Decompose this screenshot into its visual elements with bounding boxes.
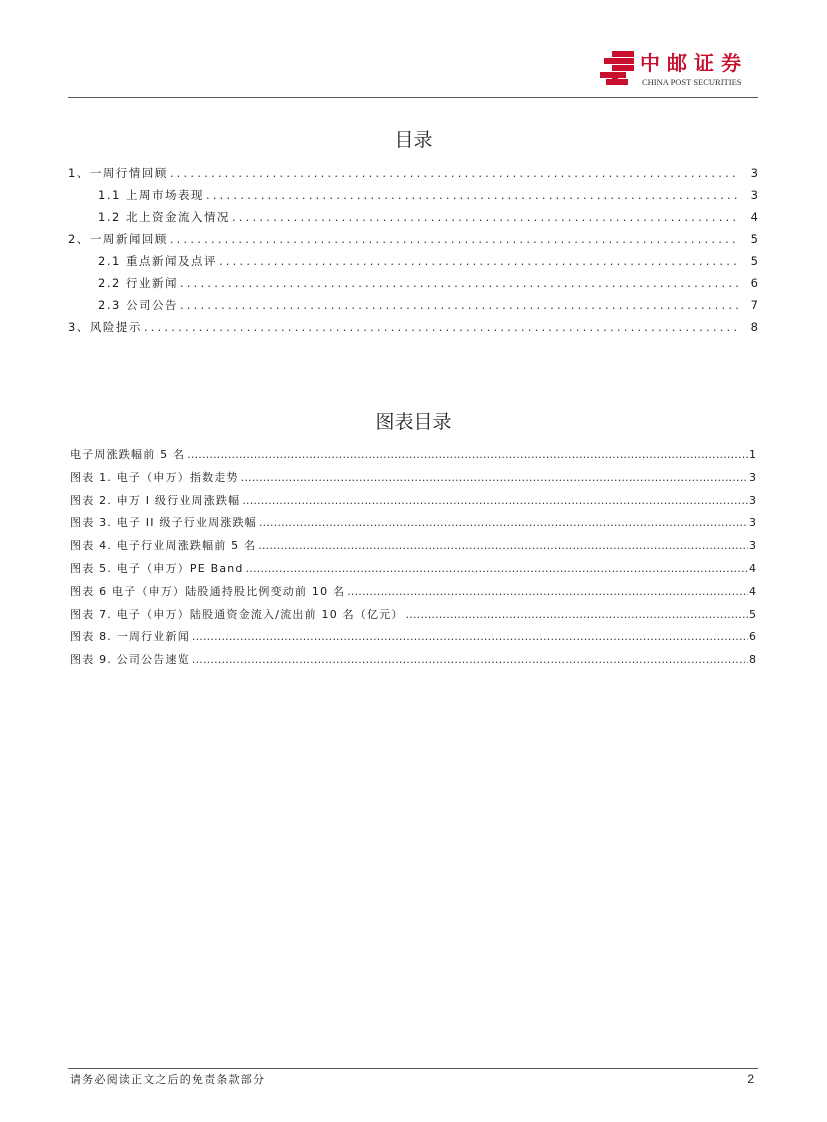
toc-entry[interactable] bbox=[68, 184, 758, 206]
entry-page-number: 3 bbox=[749, 493, 756, 507]
header-divider bbox=[68, 97, 758, 98]
entry-page-number: 1 bbox=[749, 448, 756, 461]
figures-list bbox=[70, 444, 756, 672]
entry-page-number: 6 bbox=[750, 276, 758, 290]
entry-page-number: 4 bbox=[749, 584, 756, 598]
toc-entry[interactable] bbox=[68, 162, 758, 184]
entry-page-number: 3 bbox=[749, 470, 756, 484]
figure-entry[interactable] bbox=[70, 581, 756, 604]
entry-page-number: 3 bbox=[749, 539, 756, 553]
figure-entry[interactable] bbox=[70, 604, 756, 627]
entry-title: 图表 9. 公司公告速览 bbox=[70, 653, 190, 667]
company-logo bbox=[600, 51, 756, 91]
figure-entry[interactable] bbox=[70, 512, 756, 535]
entry-title: 1.1 上周市场表现 bbox=[98, 188, 204, 202]
logo-english-name: CHINA POST SECURITIES bbox=[642, 77, 742, 87]
dot-leader bbox=[406, 604, 748, 627]
dot-leader bbox=[187, 444, 748, 467]
dot-leader bbox=[259, 512, 748, 535]
entry-title: 1.2 北上资金流入情况 bbox=[98, 210, 230, 224]
entry-title: 2、一周新闻回顾 bbox=[68, 232, 168, 246]
dot-leader bbox=[232, 206, 740, 228]
figures-title: 图表目录 bbox=[375, 411, 452, 433]
figure-entry[interactable] bbox=[70, 626, 756, 649]
figure-entry[interactable] bbox=[70, 490, 756, 513]
entry-title: 图表 4. 电子行业周涨跌幅前 5 名 bbox=[70, 539, 257, 553]
entry-page-number: 7 bbox=[750, 298, 758, 312]
entry-title: 图表 1. 电子（申万）指数走势 bbox=[70, 470, 239, 484]
toc-title: 目录 bbox=[394, 129, 433, 151]
dot-leader bbox=[180, 294, 740, 316]
page-number: 2 bbox=[747, 1072, 754, 1086]
entry-title: 图表 6 电子（申万）陆股通持股比例变动前 10 名 bbox=[70, 584, 346, 598]
dot-leader bbox=[242, 490, 748, 513]
entry-page-number: 3 bbox=[749, 516, 756, 530]
entry-title: 1、一周行情回顾 bbox=[68, 166, 168, 180]
entry-title: 图表 2. 申万 I 级行业周涨跌幅 bbox=[70, 493, 241, 507]
toc-list bbox=[68, 162, 758, 338]
dot-leader bbox=[246, 558, 748, 581]
dot-leader bbox=[192, 626, 748, 649]
entry-page-number: 8 bbox=[750, 320, 758, 334]
toc-entry[interactable] bbox=[68, 228, 758, 250]
entry-title: 电子周涨跌幅前 5 名 bbox=[70, 448, 186, 461]
logo-chinese-name: 中邮证券 bbox=[640, 51, 748, 75]
dot-leader bbox=[192, 649, 748, 672]
entry-page-number: 5 bbox=[750, 232, 758, 246]
entry-page-number: 3 bbox=[750, 166, 758, 180]
figure-entry[interactable] bbox=[70, 467, 756, 490]
dot-leader bbox=[347, 581, 748, 604]
entry-title: 图表 8. 一周行业新闻 bbox=[70, 630, 190, 644]
entry-page-number: 5 bbox=[749, 607, 756, 621]
dot-leader bbox=[170, 228, 740, 250]
entry-title: 图表 5. 电子（申万）PE Band bbox=[70, 561, 244, 575]
entry-page-number: 3 bbox=[750, 188, 758, 202]
entry-page-number: 4 bbox=[749, 561, 756, 575]
disclaimer-note: 请务必阅读正文之后的免责条款部分 bbox=[70, 1073, 266, 1086]
dot-leader bbox=[241, 467, 748, 490]
toc-entry[interactable] bbox=[68, 294, 758, 316]
toc-entry[interactable] bbox=[68, 272, 758, 294]
footer-divider bbox=[68, 1068, 758, 1069]
entry-title: 图表 3. 电子 II 级子行业周涨跌幅 bbox=[70, 516, 257, 530]
china-post-logo-icon bbox=[600, 51, 636, 85]
dot-leader bbox=[180, 272, 740, 294]
entry-page-number: 8 bbox=[749, 653, 756, 667]
dot-leader bbox=[219, 250, 740, 272]
figure-entry[interactable] bbox=[70, 444, 756, 467]
entry-page-number: 5 bbox=[750, 254, 758, 268]
toc-entry[interactable] bbox=[68, 316, 758, 338]
figure-entry[interactable] bbox=[70, 649, 756, 672]
toc-entry[interactable] bbox=[68, 250, 758, 272]
dot-leader bbox=[144, 316, 740, 338]
figure-entry[interactable] bbox=[70, 535, 756, 558]
entry-title: 2.3 公司公告 bbox=[98, 298, 178, 312]
dot-leader bbox=[170, 162, 740, 184]
entry-title: 图表 7. 电子（申万）陆股通资金流入/流出前 10 名（亿元） bbox=[70, 607, 404, 621]
entry-title: 3、风险提示 bbox=[68, 320, 142, 334]
dot-leader bbox=[206, 184, 740, 206]
entry-page-number: 4 bbox=[750, 210, 758, 224]
entry-title: 2.1 重点新闻及点评 bbox=[98, 254, 217, 268]
entry-page-number: 6 bbox=[749, 630, 756, 644]
figure-entry[interactable] bbox=[70, 558, 756, 581]
entry-title: 2.2 行业新闻 bbox=[98, 276, 178, 290]
toc-entry[interactable] bbox=[68, 206, 758, 228]
dot-leader bbox=[258, 535, 748, 558]
